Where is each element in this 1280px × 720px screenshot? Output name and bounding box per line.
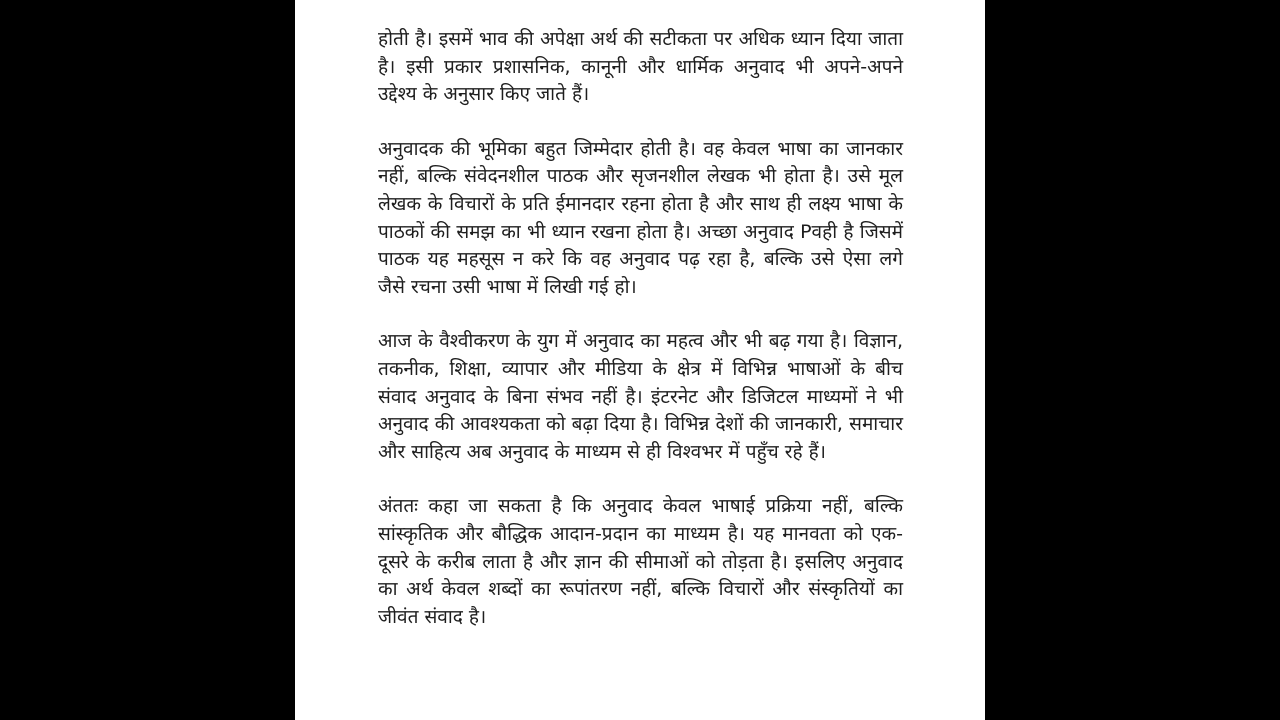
paragraph-3: आज के वैश्वीकरण के युग में अनुवाद का महत्व और भी बढ़ गया है। विज्ञान, तकनीक, शिक्षा, व्यापार और मीडिया के क्षेत्र में विभिन्न भाषाओं के बीच संवाद अनुवाद के बिना संभव नहीं है। इंटरनेट और डिजिटल माध्यमों ने भी अनुवाद की आवश्यकता को बढ़ा दिया है। विभिन्न देशों की जानकारी, समाचार और साहित्य अब अनुवाद के माध्यम से ही विश्वभर में पहुँच रहे हैं। <box>378 330 903 463</box>
paragraph-4: अंततः कहा जा सकता है कि अनुवाद केवल भाषाई प्रक्रिया नहीं, बल्कि सांस्कृतिक और बौद्धिक आदान-प्रदान का माध्यम है। यह मानवता को एक-दूसरे के करीब लाता है और ज्ञान की सीमाओं को तोड़ता है। इसलिए अनुवाद का अर्थ केवल शब्दों का रूपांतरण नहीं, बल्कि विचारों और संस्कृतियों का जीवंत संवाद है। <box>378 495 903 628</box>
paragraph-2: अनुवादक की भूमिका बहुत जिम्मेदार होती है। वह केवल भाषा का जानकार नहीं, बल्कि संवेदनशील पाठक और सृजनशील लेखक भी होता है। उसे मूल लेखक के विचारों के प्रति ईमानदार रहना होता है और साथ ही लक्ष्य भाषा के पाठकों की समझ का भी ध्यान रखना होता है। अच्छा अनुवाद Pवही है जिसमें पाठक यह महसूस न करे कि वह अनुवाद पढ़ रहा है, बल्कि उसे ऐसा लगे जैसे रचना उसी भाषा में लिखी गई हो। <box>378 137 903 298</box>
document-page <box>295 0 985 720</box>
paragraph-1: होती है। इसमें भाव की अपेक्षा अर्थ की सटीकता पर अधिक ध्यान दिया जाता है। इसी प्रकार प्रशासनिक, कानूनी और धार्मिक अनुवाद भी अपने-अपने उद्देश्य के अनुसार किए जाते हैं। <box>378 28 903 106</box>
document-body <box>378 26 903 658</box>
